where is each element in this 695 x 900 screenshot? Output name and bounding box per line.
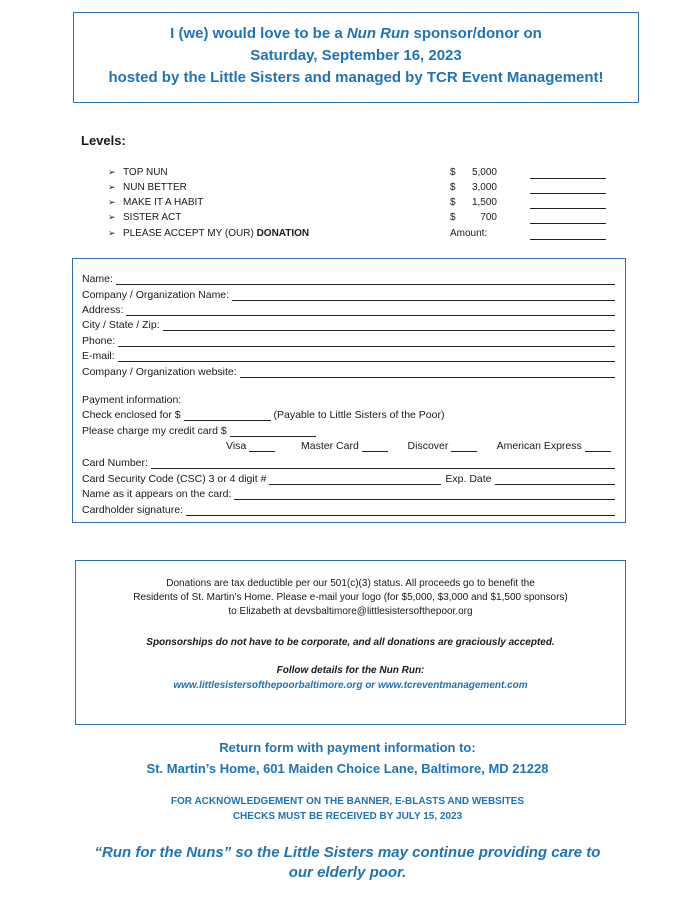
donation-blank-line[interactable] xyxy=(530,239,606,240)
level-row[interactable] xyxy=(108,182,608,197)
discover-line[interactable] xyxy=(451,441,477,452)
closing-line2: our elderly poor. xyxy=(288,864,407,881)
amex-line[interactable] xyxy=(585,441,611,452)
card-amex: American Express xyxy=(496,440,582,452)
visa-line[interactable] xyxy=(249,441,275,452)
header-line2: Saturday, September 16, 2023 xyxy=(250,47,462,64)
signature-line[interactable] xyxy=(186,505,615,516)
name-line[interactable] xyxy=(116,274,615,285)
level-currency: $ xyxy=(450,212,456,223)
tax-info: Donations are tax deductible per our 501(c)(3) status. All proceeds go to benefit the Residents of St. Martin’s Home. Please e-mail your logo (for $5,000, $3,000 and $1,500 sponsors) to Elizabeth at devsbaltimore@littlesistersofthepoor.org xyxy=(133,578,568,617)
card-visa: Visa xyxy=(226,440,247,452)
card-number-field[interactable]: Card Number: xyxy=(82,455,615,469)
donation-label: PLEASE ACCEPT MY (OUR) DONATION xyxy=(123,228,310,239)
nun-run-italic: Nun Run xyxy=(346,25,410,42)
level-row[interactable] xyxy=(108,197,608,212)
info-box xyxy=(75,560,626,725)
level-blank-line[interactable] xyxy=(530,193,606,194)
exp-date-line[interactable] xyxy=(495,474,615,485)
address-field[interactable]: Address: xyxy=(82,302,615,316)
level-row-donation[interactable] xyxy=(108,228,608,243)
phone-field[interactable]: Phone: xyxy=(82,333,615,347)
level-amount: 700 xyxy=(480,212,497,223)
level-amount: 3,000 xyxy=(471,182,497,193)
level-name: MAKE IT A HABIT xyxy=(123,197,204,208)
website-links[interactable]: www.littlesistersofthepoorbaltimore.org or www.tcreventmanagement.com xyxy=(173,680,528,691)
ack-line1: FOR ACKNOWLEDGEMENT ON THE BANNER, E-BLASTS AND WEBSITES xyxy=(170,796,525,807)
email-field[interactable]: E-mail: xyxy=(82,348,615,362)
sponsor-form-box xyxy=(72,258,626,523)
arrow-bullet-icon: ➢ xyxy=(108,167,116,177)
donation-amount-label: Amount: xyxy=(450,228,488,239)
level-blank-line[interactable] xyxy=(530,208,606,209)
level-name: TOP NUN xyxy=(123,167,168,178)
company-line[interactable] xyxy=(232,290,615,301)
sponsorship-note: Sponsorships do not have to be corporate, and all donations are graciously accepted. xyxy=(146,637,555,648)
ack-line2: CHECKS MUST BE RECEIVED BY JULY 15, 2023 xyxy=(232,811,463,822)
arrow-bullet-icon: ➢ xyxy=(108,197,116,207)
arrow-bullet-icon: ➢ xyxy=(108,228,116,238)
name-on-card-line[interactable] xyxy=(234,489,615,500)
charge-amount-line[interactable] xyxy=(230,426,316,437)
level-name: NUN BETTER xyxy=(123,182,187,193)
csc-field[interactable]: Card Security Code (CSC) 3 or 4 digit # Exp. Date xyxy=(82,471,615,485)
card-mastercard: Master Card xyxy=(301,440,359,452)
arrow-bullet-icon: ➢ xyxy=(108,182,116,192)
header-line3: hosted by the Little Sisters and managed by TCR Event Management! xyxy=(108,69,604,86)
follow-label: Follow details for the Nun Run: xyxy=(276,665,425,676)
level-name: SISTER ACT xyxy=(123,212,182,223)
csc-line[interactable] xyxy=(269,474,441,485)
website-field[interactable]: Company / Organization website: xyxy=(82,364,615,378)
phone-line[interactable] xyxy=(118,336,615,347)
check-amount-line[interactable] xyxy=(184,410,271,421)
header-line1: I (we) would love to be a Nun Run sponsor/donor on xyxy=(170,25,542,42)
return-address: St. Martin’s Home, 601 Maiden Choice Lane, Baltimore, MD 21228 xyxy=(146,761,549,776)
address-line[interactable] xyxy=(126,305,615,316)
levels-title: Levels: xyxy=(81,133,126,148)
card-discover: Discover xyxy=(407,440,449,452)
payment-info-label: Payment information: xyxy=(82,394,182,406)
level-blank-line[interactable] xyxy=(530,178,606,179)
card-number-line[interactable] xyxy=(151,458,615,469)
closing-line1: “Run for the Nuns” so the Little Sisters may continue providing care to xyxy=(94,844,601,861)
level-currency: $ xyxy=(450,182,456,193)
level-currency: $ xyxy=(450,197,456,208)
level-currency: $ xyxy=(450,167,456,178)
city-line[interactable] xyxy=(163,320,615,331)
check-field[interactable]: Check enclosed for $ (Payable to Little Sisters of the Poor) xyxy=(82,409,445,421)
level-row[interactable] xyxy=(108,167,608,182)
email-line[interactable] xyxy=(118,351,615,362)
header-box xyxy=(73,12,639,103)
website-line[interactable] xyxy=(240,367,615,378)
card-types[interactable] xyxy=(226,440,611,452)
mastercard-line[interactable] xyxy=(362,441,388,452)
level-blank-line[interactable] xyxy=(530,223,606,224)
arrow-bullet-icon: ➢ xyxy=(108,212,116,222)
city-field[interactable]: City / State / Zip: xyxy=(82,317,615,331)
return-title: Return form with payment information to: xyxy=(219,740,476,755)
level-amount: 1,500 xyxy=(471,197,497,208)
company-field[interactable]: Company / Organization Name: xyxy=(82,287,615,301)
name-on-card-field[interactable]: Name as it appears on the card: xyxy=(82,486,615,500)
charge-field[interactable]: Please charge my credit card $ xyxy=(82,425,316,437)
level-row[interactable] xyxy=(108,212,608,227)
name-field[interactable]: Name: xyxy=(82,271,615,285)
signature-field[interactable]: Cardholder signature: xyxy=(82,502,615,516)
level-amount: 5,000 xyxy=(471,167,497,178)
